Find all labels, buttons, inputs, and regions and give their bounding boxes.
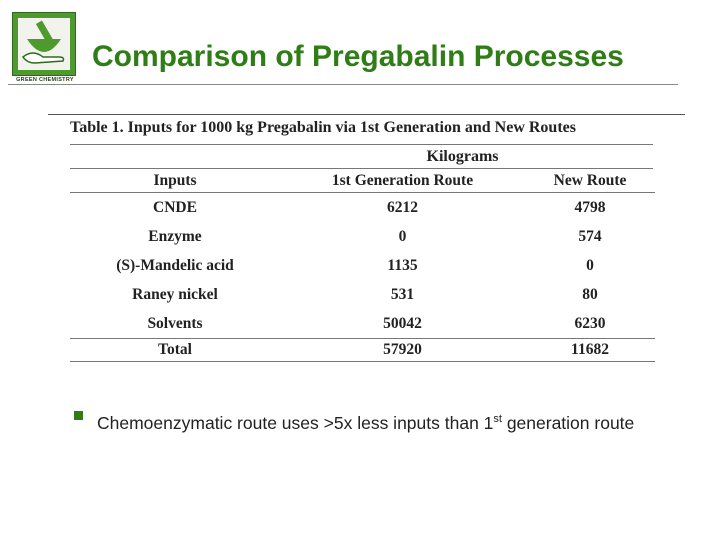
cell-input: CNDE — [153, 198, 197, 216]
inputs-table — [48, 114, 685, 362]
bullet-text-end: generation route — [501, 412, 635, 433]
bullet-text — [97, 407, 674, 435]
mortar-pestle-icon — [13, 13, 75, 75]
table-row — [70, 193, 655, 223]
cell-new-route: 574 — [578, 227, 602, 245]
cell-new-route: 80 — [582, 285, 598, 303]
cell-total-new-route: 11682 — [525, 339, 655, 362]
cell-input: Solvents — [147, 314, 203, 332]
column-header-1st-generation: 1st Generation Route — [280, 169, 525, 193]
logo-text: GREEN CHEMISTRY — [16, 77, 74, 83]
bullet-superscript: st — [493, 413, 502, 425]
data-table — [70, 169, 655, 362]
cell-1st-generation: 0 — [398, 227, 407, 245]
table-group-header: Kilograms — [426, 148, 499, 165]
green-chemistry-logo — [12, 12, 78, 84]
green-chemistry-logo-icon — [12, 12, 76, 76]
cell-new-route: 4798 — [574, 198, 606, 216]
cell-new-route: 6230 — [574, 314, 606, 332]
column-header-new-route: New Route — [525, 169, 655, 193]
cell-1st-generation: 1135 — [387, 256, 418, 274]
cell-input: Enzyme — [148, 227, 202, 245]
cell-total-1st-generation: 57920 — [280, 339, 525, 362]
table-row — [70, 251, 655, 280]
table-total-row — [70, 339, 655, 362]
table-top-divider — [48, 114, 685, 115]
bullet-point — [74, 407, 674, 435]
title-divider — [8, 84, 678, 85]
table-row — [70, 222, 655, 251]
cell-total-label: Total — [70, 339, 280, 362]
cell-input: (S)-Mandelic acid — [116, 256, 234, 274]
cell-input: Raney nickel — [132, 285, 218, 303]
bullet-text-main: Chemoenzymatic route uses >5x less inputs than 1 — [97, 412, 494, 433]
bullet-square-icon — [74, 411, 83, 420]
table-row — [70, 309, 655, 339]
cell-1st-generation: 531 — [390, 285, 415, 303]
table-caption: Table 1. Inputs for 1000 kg Pregabalin via 1st Generation and New Routes — [70, 119, 685, 145]
table-row — [70, 280, 655, 309]
table-header-row — [70, 169, 655, 193]
cell-1st-generation: 50042 — [383, 314, 422, 332]
column-header-inputs: Inputs — [70, 169, 280, 193]
cell-new-route: 0 — [586, 256, 594, 274]
page-title: Comparison of Pregabalin Processes — [92, 40, 624, 73]
cell-1st-generation: 6212 — [387, 198, 418, 216]
table-group-header-row — [70, 145, 653, 169]
